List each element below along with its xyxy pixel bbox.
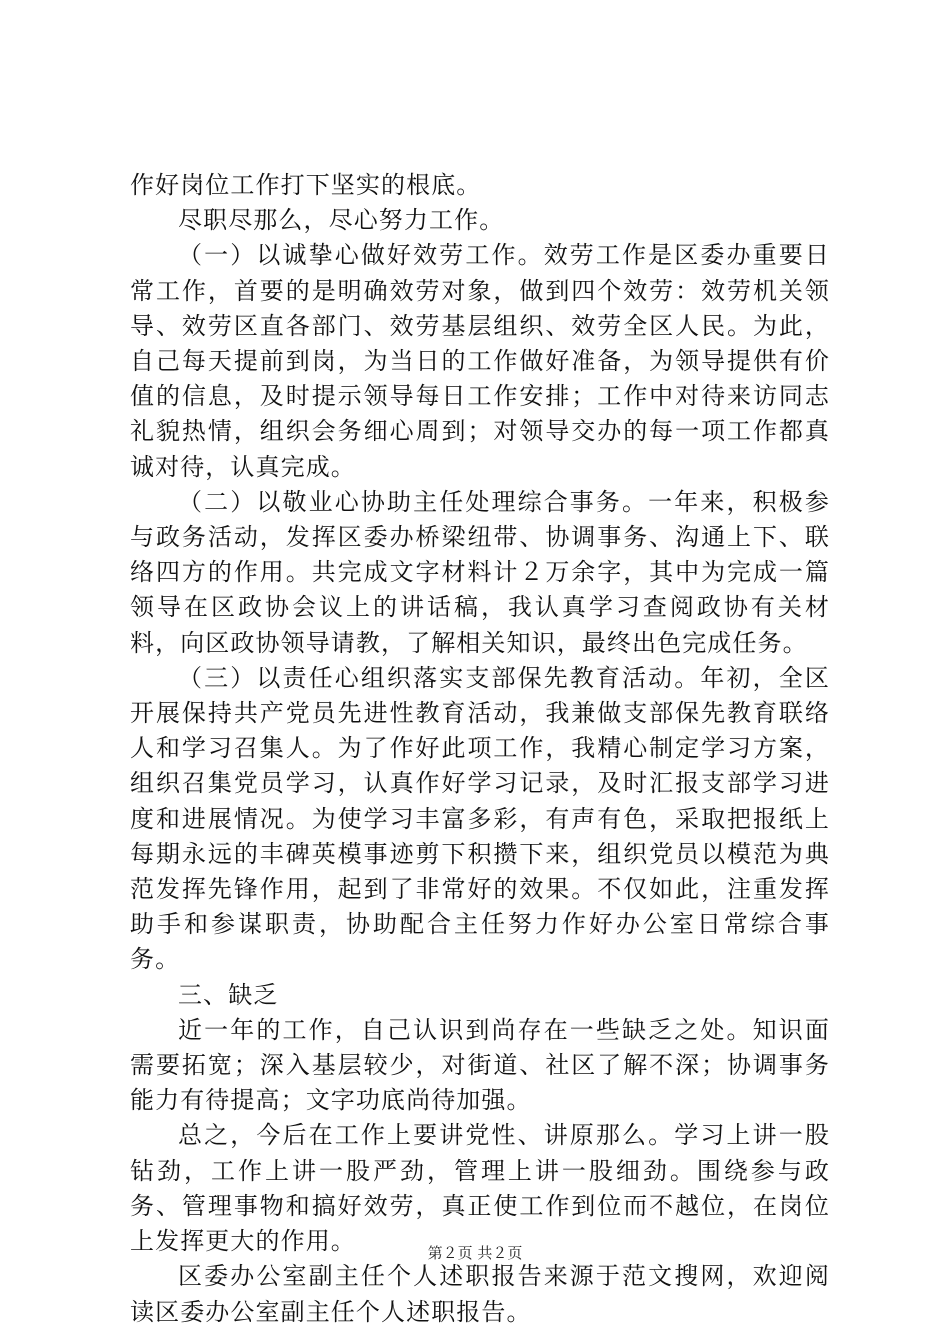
- paragraph-summary: 总之，今后在工作上要讲党性、讲原那么。学习上讲一股钻劲，工作上讲一股严劲，管理上讲一股细劲。围绕参与政务、管理事物和搞好效劳，真正使工作到位而不越位，在岗位上发挥更大的作用。: [130, 1121, 830, 1256]
- paragraph-source: 区委办公室副主任个人述职报告来源于范文搜网，欢迎阅读区委办公室副主任个人述职报告。: [130, 1262, 830, 1326]
- document-body: [130, 168, 830, 1330]
- paragraph-service: （一）以诚挚心做好效劳工作。效劳工作是区委办重要日常工作，首要的是明确效劳对象，做到四个效劳：效劳机关领导、效劳区直各部门、效劳基层组织、效劳全区人民。为此，自己每天提前到岗，为当日的工作做好准备，为领导提供有价值的信息，及时提示领导每日工作安排；工作中对待来访同志礼貌热情，组织会务细心周到；对领导交办的每一项工作都真诚对待，认真完成。: [130, 241, 830, 481]
- paragraph-education: （三）以责任心组织落实支部保先教育活动。年初，全区开展保持共产党员先进性教育活动，我兼做支部保先教育联络人和学习召集人。为了作好此项工作，我精心制定学习方案，组织召集党员学习，认真作好学习记录，及时汇报支部学习进度和进展情况。为使学习丰富多彩，有声有色，采取把报纸上每期永远的丰碑英模事迹剪下积攒下来，组织党员以模范为典范发挥先锋作用，起到了非常好的效果。不仅如此，注重发挥助手和参谋职责，协助配合主任努力作好办公室日常综合事务。: [130, 663, 830, 974]
- page-number-footer: 第２页 共２页: [427, 1244, 523, 1262]
- section-heading-shortcomings: 三、缺乏: [178, 980, 279, 1009]
- paragraph-heading-duty: 尽职尽那么，尽心努力工作。: [178, 206, 505, 235]
- paragraph-assist: （二）以敬业心协助主任处理综合事务。一年来，积极参与政务活动，发挥区委办桥梁纽带、协调事务、沟通上下、联络四方的作用。共完成文字材料计２万余字，其中为完成一篇领导在区政协会议上的讲话稿，我认真学习查阅政协有关材料，向区政协领导请教，了解相关知识，最终出色完成任务。: [130, 487, 830, 657]
- paragraph-continuation: 作好岗位工作打下坚实的根底。: [130, 171, 482, 199]
- paragraph-shortcomings: 近一年的工作，自己认识到尚存在一些缺乏之处。知识面需要拓宽；深入基层较少，对街道、社区了解不深；协调事务能力有待提高；文字功底尚待加强。: [130, 1015, 830, 1115]
